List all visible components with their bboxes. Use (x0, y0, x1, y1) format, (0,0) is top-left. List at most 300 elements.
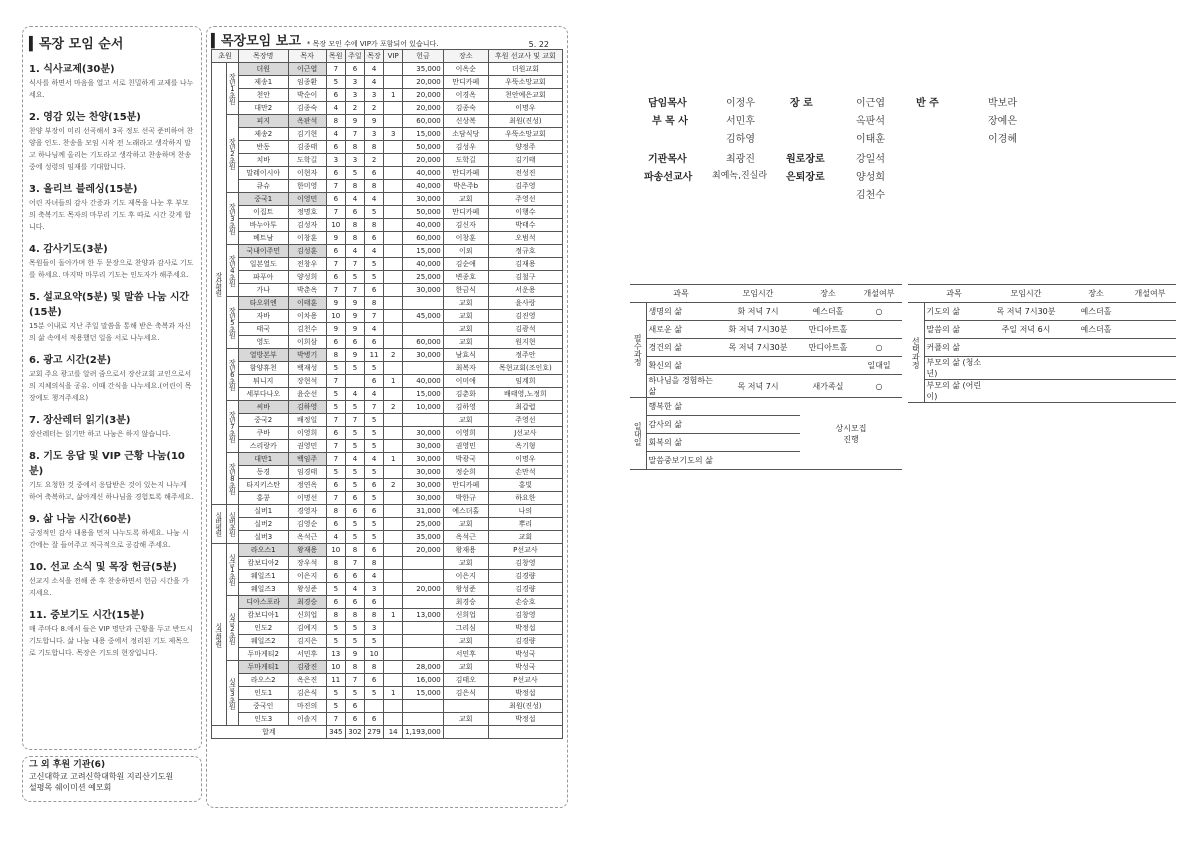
total-empty (488, 726, 562, 739)
report-cell-p: 그리심 (443, 622, 488, 635)
report-cell-l: 이창훈 (288, 232, 326, 245)
report-cell-b: 9 (345, 349, 364, 362)
report-row (212, 245, 563, 258)
report-cell-b: 3 (345, 154, 364, 167)
report-cell-b: 7 (345, 258, 364, 271)
report-cell-l: 장현석 (288, 375, 326, 388)
report-cell-m: 30,000 (403, 193, 444, 206)
report-cell-n: 열방본부 (239, 349, 289, 362)
report-cell-p: 이창훈 (443, 232, 488, 245)
report-cell-n: 바누아투 (239, 219, 289, 232)
report-cell-s: 김경량 (488, 635, 562, 648)
report-cell-b: 6 (345, 63, 364, 76)
report-cell-a: 9 (326, 232, 345, 245)
report-cell-m (403, 596, 444, 609)
report-cell-v (384, 63, 403, 76)
report-cell-n: 이집트 (239, 206, 289, 219)
report-cell-n: 웨일즈3 (239, 583, 289, 596)
course-cell-o (1124, 303, 1176, 321)
report-cell-m: 16,000 (403, 674, 444, 687)
report-cell-p: 정순희 (443, 466, 488, 479)
report-cell-v (384, 674, 403, 687)
report-cell-p: 김춘화 (443, 388, 488, 401)
report-cell-m: 30,000 (403, 453, 444, 466)
report-cell-l: 김광진 (288, 661, 326, 674)
order-item-title: 10. 선교 소식 및 목장 헌금(5분) (29, 562, 177, 573)
report-cell-c: 6 (365, 713, 384, 726)
report-cell-n: 실버2 (239, 518, 289, 531)
leader-label: 반 주 (916, 98, 939, 109)
report-cell-p: 교회 (443, 323, 488, 336)
report-cell-n: 중국인 (239, 700, 289, 713)
report-cell-v: 1 (384, 687, 403, 700)
meeting-order-list (29, 60, 195, 659)
report-cell-l: 도학길 (288, 154, 326, 167)
report-row (212, 570, 563, 583)
course-cell-s: 부모의 삶 (어린이) (924, 380, 984, 403)
report-cell-m: 30,000 (403, 492, 444, 505)
report-cell-l: 이희삼 (288, 336, 326, 349)
report-cell-v (384, 310, 403, 323)
course-cell-p (1068, 380, 1124, 403)
report-cell-b: 9 (345, 323, 364, 336)
report-total-row (212, 726, 563, 739)
report-cell-a: 5 (326, 583, 345, 596)
report-cell-b: 5 (345, 622, 364, 635)
report-cell-m: 13,000 (403, 609, 444, 622)
report-cell-v: 1 (384, 375, 403, 388)
report-cell-v (384, 531, 403, 544)
staff-directory (640, 92, 1060, 202)
report-cell-b: 6 (345, 336, 364, 349)
report-cell-p: 왕성준 (443, 583, 488, 596)
report-cell-v (384, 258, 403, 271)
report-cell-a: 7 (326, 284, 345, 297)
report-cell-l: 이명선 (288, 492, 326, 505)
report-cell-s: 김창영 (488, 609, 562, 622)
report-cell-s: 김철구 (488, 271, 562, 284)
report-cell-c: 2 (365, 102, 384, 115)
report-cell-n: 인도2 (239, 622, 289, 635)
total-cell-v: 14 (384, 726, 403, 739)
report-cell-v (384, 336, 403, 349)
course-cell-p: 새가족실 (800, 375, 856, 398)
report-column-header: 목장 (365, 50, 384, 63)
report-cell-b: 5 (345, 362, 364, 375)
report-cell-a: 5 (326, 388, 345, 401)
course-cell-s: 확신의 삶 (646, 357, 716, 375)
course-cell-p (1068, 357, 1124, 380)
report-cell-l: 이차용 (288, 310, 326, 323)
report-cell-c: 4 (365, 453, 384, 466)
report-cell-c: 5 (365, 258, 384, 271)
report-cell-l: 옥판석 (288, 115, 326, 128)
report-cell-a: 5 (326, 362, 345, 375)
report-cell-p: 이미애 (443, 375, 488, 388)
report-cell-s: 더원교회 (488, 63, 562, 76)
report-cell-b: 7 (345, 284, 364, 297)
report-row (212, 297, 563, 310)
report-cell-m: 25,000 (403, 271, 444, 284)
report-row (212, 63, 563, 76)
report-cell-l: 김천수 (288, 323, 326, 336)
elder: 이태훈 (856, 134, 885, 145)
meadow-label: 장년2초원 (226, 115, 238, 193)
report-cell-p: 만디카페 (443, 206, 488, 219)
report-cell-v (384, 167, 403, 180)
report-cell-a: 7 (326, 453, 345, 466)
report-cell-v (384, 622, 403, 635)
course-cell-p: 예스더홀 (800, 303, 856, 321)
report-row (212, 167, 563, 180)
total-cell-b: 302 (345, 726, 364, 739)
report-cell-c: 8 (365, 141, 384, 154)
report-cell-b: 7 (345, 557, 364, 570)
report-cell-b: 3 (345, 89, 364, 102)
report-cell-c: 8 (365, 219, 384, 232)
report-cell-p: 교회 (443, 557, 488, 570)
report-row (212, 102, 563, 115)
course-cell-s: 하나님을 경험하는 삶 (646, 375, 716, 398)
report-cell-m (403, 323, 444, 336)
report-cell-m: 40,000 (403, 258, 444, 271)
report-cell-s: 뿌리 (488, 518, 562, 531)
order-item (29, 411, 195, 440)
report-table (211, 49, 563, 739)
order-item-title: 6. 광고 시간(2분) (29, 355, 112, 366)
report-cell-s: 천안예은교회 (488, 89, 562, 102)
report-cell-b: 7 (345, 414, 364, 427)
report-cell-a: 5 (326, 466, 345, 479)
report-cell-n: 두마게티2 (239, 648, 289, 661)
report-cell-n: 국내이주민 (239, 245, 289, 258)
report-cell-m: 15,000 (403, 245, 444, 258)
report-row (212, 609, 563, 622)
report-row (212, 310, 563, 323)
onetoone-course: 감사의 삶 (646, 416, 800, 434)
course-header: 과목 (646, 285, 716, 303)
report-cell-c: 4 (365, 63, 384, 76)
report-cell-c: 5 (365, 206, 384, 219)
report-cell-s: 양정주 (488, 141, 562, 154)
report-cell-p: 신상복 (443, 115, 488, 128)
meadow-label: 장년7초원 (226, 401, 238, 453)
report-cell-v (384, 206, 403, 219)
report-cell-l: 김종태 (288, 141, 326, 154)
report-cell-b: 5 (345, 466, 364, 479)
report-cell-v (384, 180, 403, 193)
report-cell-b: 6 (345, 596, 364, 609)
report-cell-v (384, 245, 403, 258)
report-cell-s: J선교사 (488, 427, 562, 440)
report-cell-s: 이명우 (488, 453, 562, 466)
report-cell-m: 60,000 (403, 232, 444, 245)
report-cell-s: 교회 (488, 531, 562, 544)
report-row (212, 388, 563, 401)
report-header (211, 27, 563, 49)
course-cell-s: 새로운 삶 (646, 321, 716, 339)
report-cell-n: 태국 (239, 323, 289, 336)
report-cell-l: 임종환 (288, 76, 326, 89)
report-cell-p: 김하영 (443, 401, 488, 414)
report-cell-b: 6 (345, 713, 364, 726)
report-cell-v: 2 (384, 401, 403, 414)
report-cell-b (345, 375, 364, 388)
report-row (212, 414, 563, 427)
order-item (29, 60, 195, 101)
report-cell-p: 한금식 (443, 284, 488, 297)
report-cell-m: 40,000 (403, 219, 444, 232)
report-cell-s: 옥기형 (488, 440, 562, 453)
course-cell-o: ○ (856, 339, 902, 357)
report-cell-b: 5 (345, 440, 364, 453)
report-cell-c: 10 (365, 648, 384, 661)
report-cell-s: 서운용 (488, 284, 562, 297)
report-cell-p: 예스더홀 (443, 505, 488, 518)
report-cell-c: 4 (365, 193, 384, 206)
leader: 이경혜 (988, 134, 1017, 145)
report-cell-s: 김광석 (488, 323, 562, 336)
report-cell-c: 3 (365, 128, 384, 141)
elder: 옥판석 (856, 116, 885, 127)
report-cell-n: 일본열도 (239, 258, 289, 271)
meadow-label: 장년5초원 (226, 297, 238, 349)
report-cell-s: 박성국 (488, 648, 562, 661)
course-header: 장소 (1068, 285, 1124, 303)
report-cell-a: 6 (326, 141, 345, 154)
order-item-desc: 긍정적인 감사 내용을 먼저 나누도록 하세요. 나눔 시간에는 잘 들어주고 적극적으로 공감해 주세요. (29, 529, 189, 549)
report-cell-p: 교회 (443, 518, 488, 531)
elective-label: 선택과정 (908, 303, 924, 403)
report-cell-v (384, 700, 403, 713)
report-cell-m: 15,000 (403, 687, 444, 700)
required-label: 필수과정 (630, 303, 646, 398)
report-cell-b: 3 (345, 76, 364, 89)
report-cell-p: 남효식 (443, 349, 488, 362)
report-column-header: 목자 (288, 50, 326, 63)
report-cell-v (384, 596, 403, 609)
report-cell-s: 박성국 (488, 661, 562, 674)
course-cell-s: 말씀의 삶 (924, 321, 984, 339)
report-cell-m: 50,000 (403, 141, 444, 154)
report-row (212, 284, 563, 297)
report-cell-p: 소담식당 (443, 128, 488, 141)
report-cell-l: 이솔지 (288, 713, 326, 726)
report-cell-s: 우뚝소망교회 (488, 76, 562, 89)
report-cell-c: 8 (365, 661, 384, 674)
report-cell-c: 6 (365, 544, 384, 557)
report-cell-a: 8 (326, 609, 345, 622)
report-cell-b: 5 (345, 167, 364, 180)
report-cell-m: 20,000 (403, 154, 444, 167)
retired-elder: 김천수 (856, 190, 885, 201)
order-item (29, 510, 195, 551)
report-cell-n: 타오위엔 (239, 297, 289, 310)
report-row (212, 76, 563, 89)
report-cell-l: 서민후 (288, 648, 326, 661)
report-cell-a: 10 (326, 219, 345, 232)
report-cell-a: 8 (326, 115, 345, 128)
order-item-desc: 선교지 소식을 전해 준 후 찬송하면서 헌금 시간을 가지세요. (29, 577, 189, 597)
course-cell-o (1124, 339, 1176, 357)
report-cell-a: 7 (326, 440, 345, 453)
report-row (212, 596, 563, 609)
report-cell-a: 6 (326, 167, 345, 180)
assoc-pastor: 김하영 (726, 134, 755, 145)
report-cell-l: 옥은진 (288, 674, 326, 687)
report-cell-p: 최복자 (443, 362, 488, 375)
order-item-title: 2. 영감 있는 찬양(15분) (29, 112, 141, 123)
report-row (212, 622, 563, 635)
report-cell-a: 6 (326, 271, 345, 284)
report-cell-s: 김창영 (488, 557, 562, 570)
report-cell-v (384, 193, 403, 206)
report-cell-v (384, 440, 403, 453)
course-cell-p: 만디아트홀 (800, 339, 856, 357)
report-cell-m: 20,000 (403, 102, 444, 115)
report-cell-m: 10,000 (403, 401, 444, 414)
assoc-pastor-label: 부 목 사 (652, 116, 688, 127)
report-cell-v (384, 427, 403, 440)
report-cell-m (403, 570, 444, 583)
report-cell-n: 캄보디아1 (239, 609, 289, 622)
elder: 이근엽 (856, 98, 885, 109)
report-cell-s: 목현교회(조인호) (488, 362, 562, 375)
report-cell-p: 최경승 (443, 596, 488, 609)
report-cell-l: 이현자 (288, 167, 326, 180)
report-cell-c: 5 (365, 531, 384, 544)
report-cell-p: 김성우 (443, 141, 488, 154)
order-item-desc: 매 주마다 8.에서 들은 VIP 명단과 근황을 두고 반드시 기도합니다. 삶 나눔 내용 중에서 정리된 기도 제목으로 기도합니다. 목장은 기도의 현장입니다. (29, 625, 194, 657)
report-cell-p: 박광국 (443, 453, 488, 466)
plain-label: 싱글평원 (212, 544, 227, 726)
report-cell-p: 신희업 (443, 609, 488, 622)
report-cell-l: 최경승 (288, 596, 326, 609)
report-cell-a: 4 (326, 531, 345, 544)
report-cell-c: 6 (365, 505, 384, 518)
report-cell-s: 정규호 (488, 245, 562, 258)
report-cell-a: 8 (326, 349, 345, 362)
total-cell-a: 345 (326, 726, 345, 739)
report-row (212, 219, 563, 232)
report-row (212, 89, 563, 102)
course-row (630, 303, 902, 321)
course-header: 모임시간 (716, 285, 800, 303)
order-item-title: 8. 기도 응답 및 VIP 근황 나눔(10분) (29, 451, 185, 477)
course-row (908, 380, 1176, 403)
report-cell-n: 실버3 (239, 531, 289, 544)
course-cell-o (856, 321, 902, 339)
course-row (630, 321, 902, 339)
report-cell-a: 10 (326, 661, 345, 674)
report-cell-s: 손승호 (488, 596, 562, 609)
report-cell-b: 5 (345, 479, 364, 492)
report-row (212, 375, 563, 388)
report-cell-n: 함양휴천 (239, 362, 289, 375)
report-cell-c: 6 (365, 232, 384, 245)
report-cell-v (384, 219, 403, 232)
report-cell-m: 20,000 (403, 544, 444, 557)
report-cell-v (384, 648, 403, 661)
onetoone-note (800, 398, 902, 470)
course-row (630, 375, 902, 398)
report-cell-b: 7 (345, 128, 364, 141)
order-item-desc: 15분 이내로 지난 주일 말씀을 통해 받은 축복과 자신의 삶 속에서 적용했던 일을 서로 나누세요. (29, 322, 191, 342)
course-cell-o (1124, 380, 1176, 403)
order-item-title: 7. 장산레터 읽기(3분) (29, 415, 131, 426)
report-row (212, 440, 563, 453)
report-cell-p: 도학길 (443, 154, 488, 167)
report-cell-p: 박한규 (443, 492, 488, 505)
report-cell-l: 박순이 (288, 89, 326, 102)
report-cell-s: 이명우 (488, 102, 562, 115)
course-row (908, 357, 1176, 380)
course-cell-p: 예스더홀 (1068, 321, 1124, 339)
report-cell-m: 15,000 (403, 128, 444, 141)
report-cell-v (384, 466, 403, 479)
report-cell-v (384, 297, 403, 310)
report-cell-n: 라오스2 (239, 674, 289, 687)
report-cell-b: 5 (345, 271, 364, 284)
report-column-header: 목장명 (239, 50, 289, 63)
report-column-header: 장소 (443, 50, 488, 63)
report-cell-p: 교회 (443, 297, 488, 310)
report-cell-n: 피지 (239, 115, 289, 128)
report-row (212, 479, 563, 492)
report-cell-m: 20,000 (403, 89, 444, 102)
order-item-desc: 어린 자녀들의 감사 간증과 기도 제목을 나눈 후 부모의 축복기도 목자의 마무리 기도 후 따로 시간 갖게 합니다. (29, 199, 192, 231)
report-row (212, 505, 563, 518)
report-cell-l: 김기현 (288, 128, 326, 141)
report-row (212, 154, 563, 167)
report-cell-b: 8 (345, 544, 364, 557)
plain-label: 실버평원 (212, 505, 227, 544)
honor-elder-label: 원로장로 (786, 154, 825, 165)
report-cell-p: 교회 (443, 661, 488, 674)
report-cell-l: 이은지 (288, 570, 326, 583)
report-cell-a: 6 (326, 89, 345, 102)
report-cell-n: 홍콩 (239, 492, 289, 505)
support-line: 설평목 쉐이미션 예모회 (29, 783, 112, 792)
course-header-blank (630, 285, 646, 303)
report-cell-n: 대만2 (239, 102, 289, 115)
meeting-order-panel (22, 26, 202, 750)
courses-section (630, 284, 1178, 484)
report-column-header: VIP (384, 50, 403, 63)
report-cell-p: 교회 (443, 336, 488, 349)
report-row (212, 232, 563, 245)
inst-pastor-label: 기관목사 (648, 154, 687, 165)
report-cell-a: 4 (326, 102, 345, 115)
report-cell-s: 배태영,노정희 (488, 388, 562, 401)
report-cell-a: 6 (326, 245, 345, 258)
meeting-order-title: ▍목장 모임 순서 (29, 37, 124, 52)
report-cell-c: 8 (365, 557, 384, 570)
report-row (212, 401, 563, 414)
course-cell-t (716, 357, 800, 375)
course-cell-t (984, 339, 1068, 357)
report-cell-c: 5 (365, 440, 384, 453)
report-cell-b: 8 (345, 219, 364, 232)
report-cell-b: 4 (345, 193, 364, 206)
meadow-label: 장년1초원 (226, 63, 238, 115)
report-cell-b: 7 (345, 674, 364, 687)
course-header: 개설여부 (1124, 285, 1176, 303)
report-cell-m: 60,000 (403, 115, 444, 128)
report-cell-c: 5 (365, 687, 384, 700)
report-cell-v (384, 492, 403, 505)
report-cell-b: 8 (345, 661, 364, 674)
